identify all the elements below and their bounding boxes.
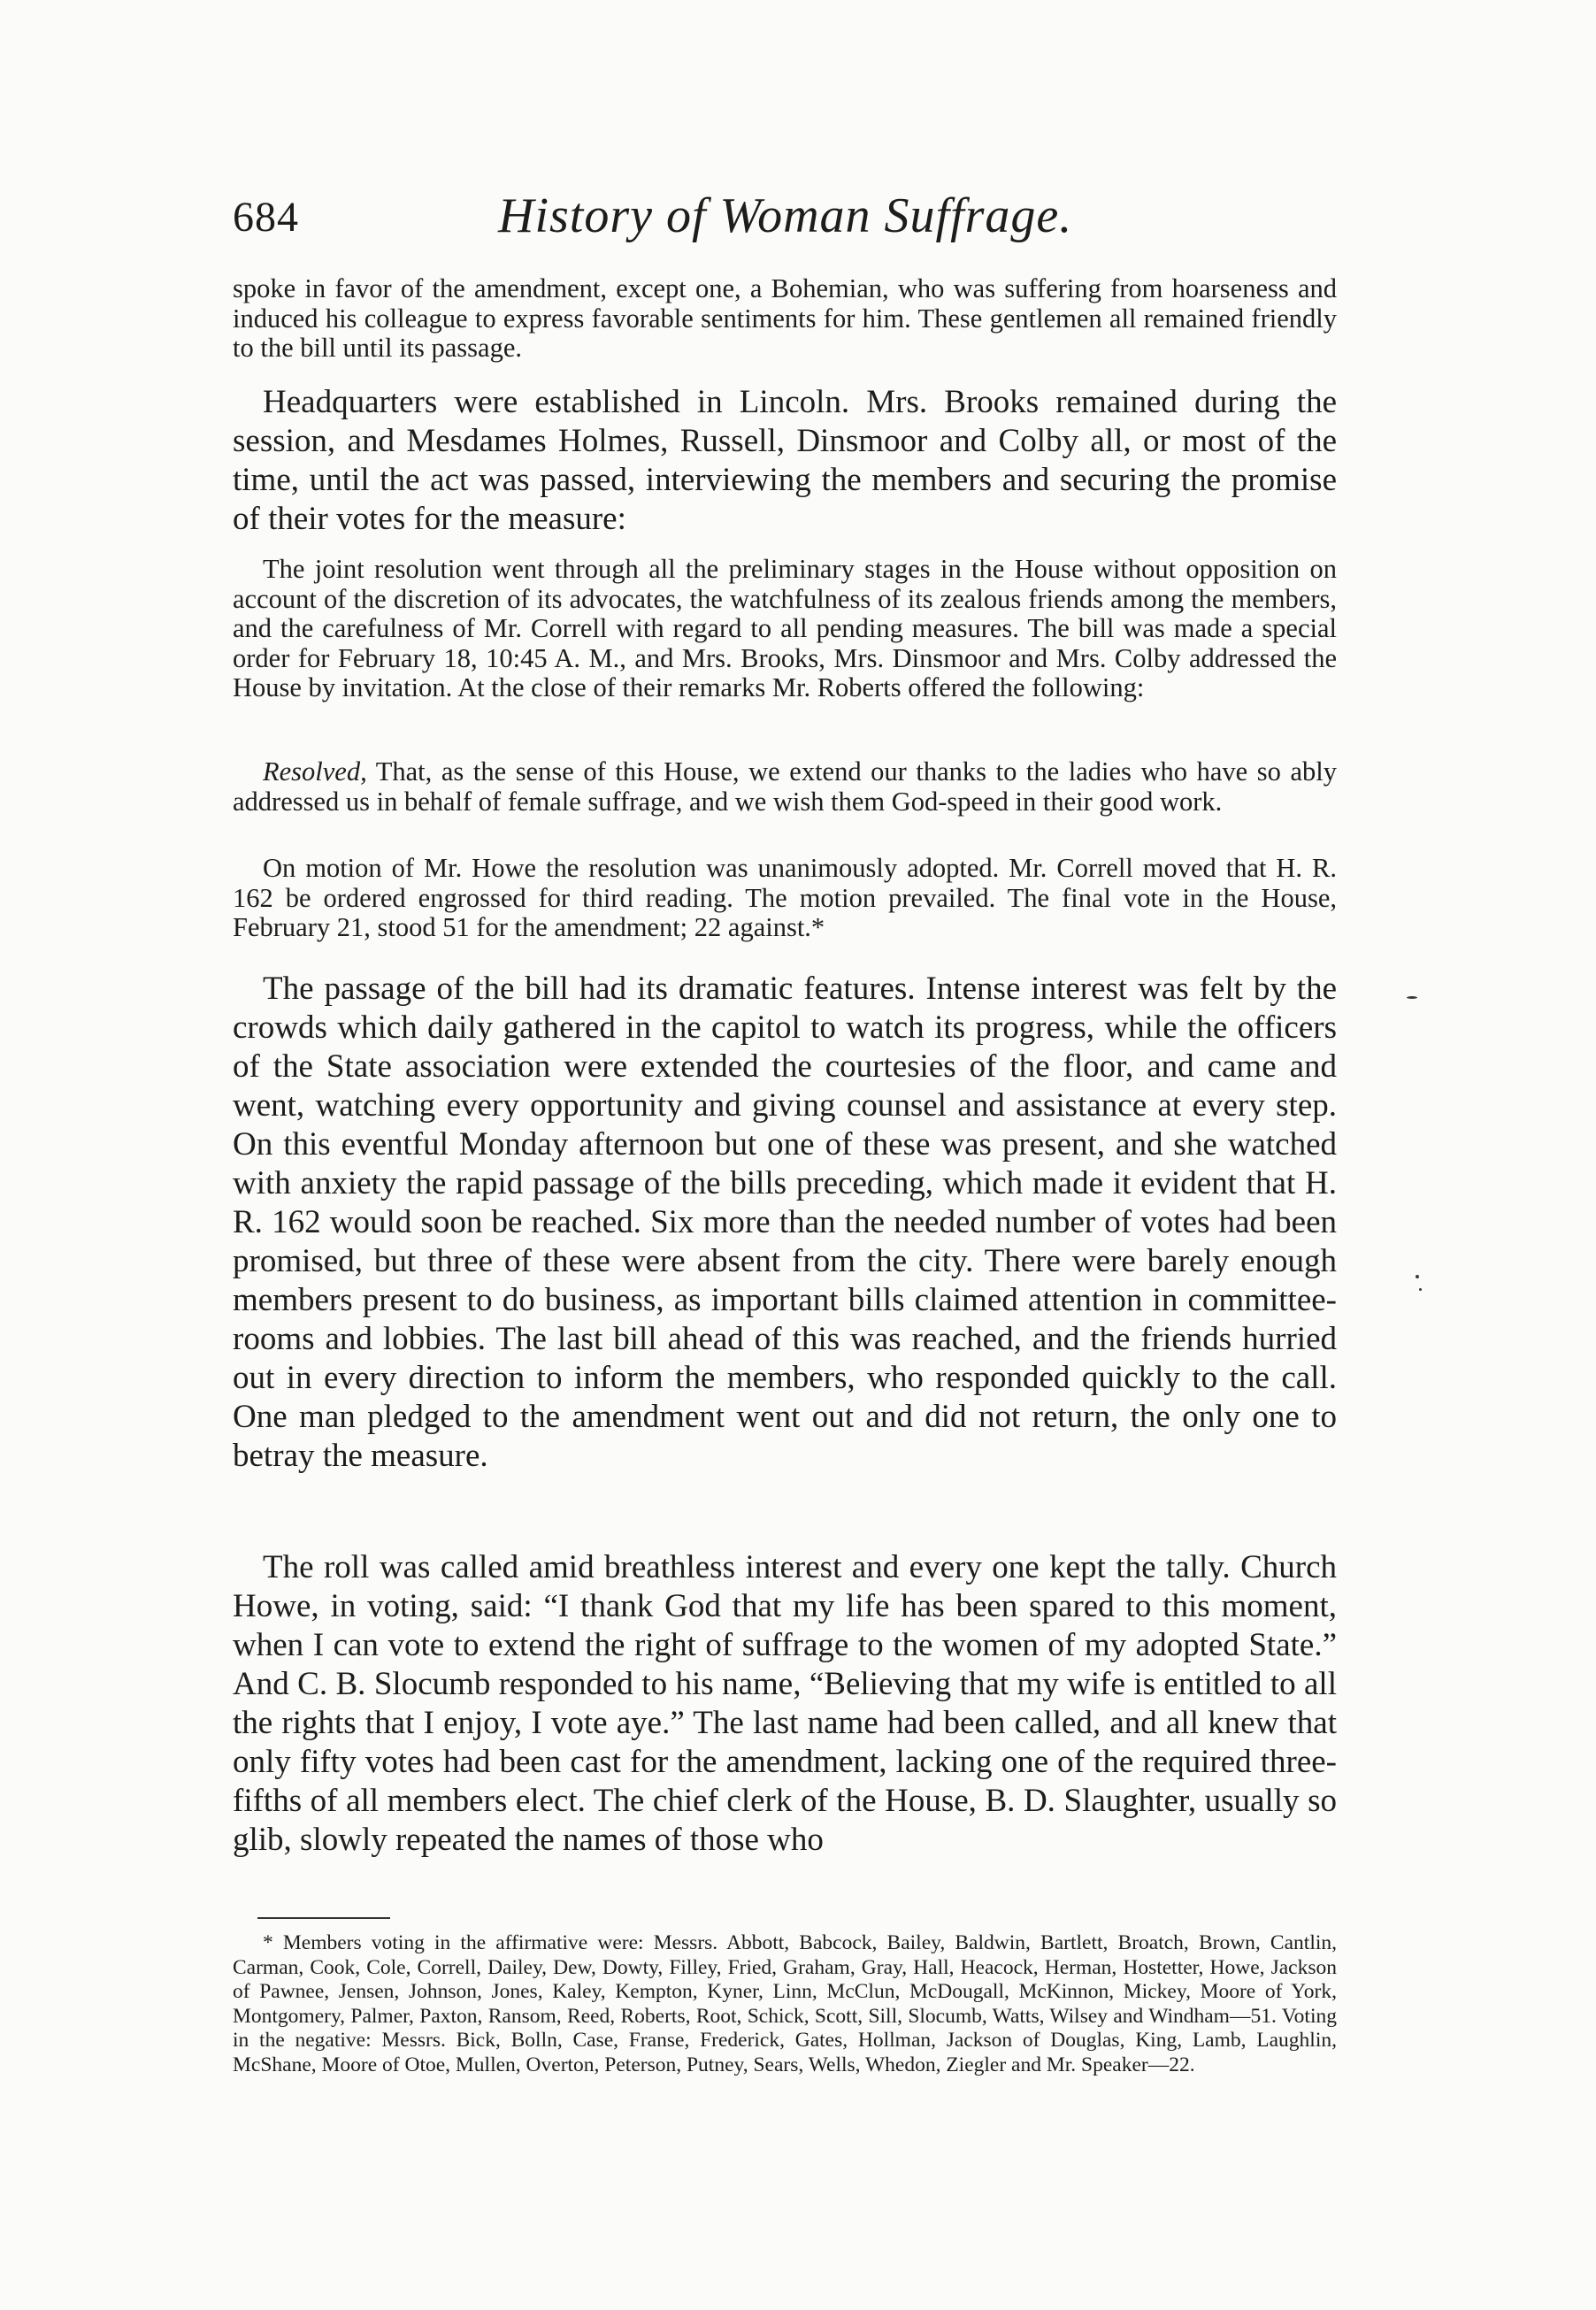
paragraph-continuation: spoke in favor of the amendment, except one, a Bohemian, who was suffering from hoarseness and induced his colleague to express favorable sentiments for him. These gentlemen all remained friendly to the bill until its passage. [233, 273, 1337, 363]
margin-speck [1416, 1275, 1419, 1278]
margin-mark [1407, 996, 1417, 999]
paragraph-roll-call: The roll was called amid breathless interest and every one kept the tally. Church Howe, in voting, said: “I thank God that my life has been spared to this moment, when I can vote to extend the right of suffrage to the women of my adopted State.” And C. B. Slocumb responded to his name, “Believing that my wife is entitled to all the rights that I enjoy, I vote aye.” The last name had been called, and all knew that only fifty votes had been cast for the amendment, lacking one of the required three-fifths of all members elect. The chief clerk of the House, B. D. Slaughter, usually so glib, slowly repeated the names of those who [233, 1549, 1337, 1858]
resolved-text: That, as the sense of this House, we extend our thanks to the ladies who have so ably addressed us in behalf of female suffrage, and we wish them God-speed in their good work. [233, 756, 1337, 817]
paragraph-headquarters: Headquarters were established in Lincoln. Mrs. Brooks remained during the session, and Mesdames Holmes, Russell, Dinsmoor and Colby all, or most of the time, until the act was passed, interviewing the members and securing the promise of their votes for the measure: [233, 384, 1337, 537]
running-title: History of Woman Suffrage. [498, 188, 1073, 243]
page-header [233, 188, 1337, 249]
footnote-divider [257, 1917, 390, 1919]
paragraph-passage: The passage of the bill had its dramatic features. Intense interest was felt by the crowds which daily gathered in the capitol to watch its progress, while the officers of the State association were extended the courtesies of the floor, and came and went, watching every opportunity and giving counsel and assistance at every step. On this eventful Monday afternoon but one of these was present, and she watched with anxiety the rapid passage of the bills preceding, which made it evident that H. R. 162 would soon be reached. Six more than the needed number of votes had been promised, but three of these were absent from the city. There were barely enough members present to do business, as important bills claimed attention in committee-rooms and lobbies. The last bill ahead of this was reached, and the friends hurried out in every direction to inform the members, who responded quickly to the call. One man pledged to the amendment went out and did not return, the only one to betray the measure. [233, 971, 1337, 1474]
page-number: 684 [233, 194, 299, 241]
quote-joint-resolution: The joint resolution went through all the preliminary stages in the House without opposition on account of the discretion of its advocates, the watchfulness of its zealous friends among the members, and the carefulness of Mr. Correll with regard to all pending measures. The bill was made a special order for February 18, 10:45 A. M., and Mrs. Brooks, Mrs. Dinsmoor and Mrs. Colby addressed the House by invitation. At the close of their remarks Mr. Roberts offered the following: [233, 554, 1337, 702]
resolved-label: Resolved, [263, 756, 367, 787]
quote-motion: On motion of Mr. Howe the resolution was unanimously adopted. Mr. Correll moved that H. R. 162 be ordered engrossed for third reading. The motion prevailed. The final vote in the House, February 21, stood 51 for the amendment; 22 against.* [233, 853, 1337, 942]
margin-speck [1419, 1288, 1422, 1291]
book-page [233, 0, 1337, 2310]
quote-resolved [233, 757, 1337, 817]
footnote-vote-list: * Members voting in the affirmative were: Messrs. Abbott, Babcock, Bailey, Baldwin, Bartlett, Broatch, Brown, Cantlin, Carman, Cook, Cole, Correll, Dailey, Dew, Dowty, Filley, Fried, Graham, Gray, Hall, Heacock, Herman, Hostetter, Howe, Jackson of Pawnee, Jensen, Johnson, Jones, Kaley, Kempton, Kyner, Linn, McClun, McDougall, McKinnon, Mickey, Moore of York, Montgomery, Palmer, Paxton, Ransom, Reed, Roberts, Root, Schick, Scott, Sill, Slocumb, Watts, Wilsey and Windham—51. Voting in the negative: Messrs. Bick, Bolln, Case, Franse, Frederick, Gates, Hollman, Jackson of Douglas, King, Lamb, Laughlin, McShane, Moore of Otoe, Mullen, Overton, Peterson, Putney, Sears, Wells, Whedon, Ziegler and Mr. Speaker—22. [233, 1931, 1337, 2076]
